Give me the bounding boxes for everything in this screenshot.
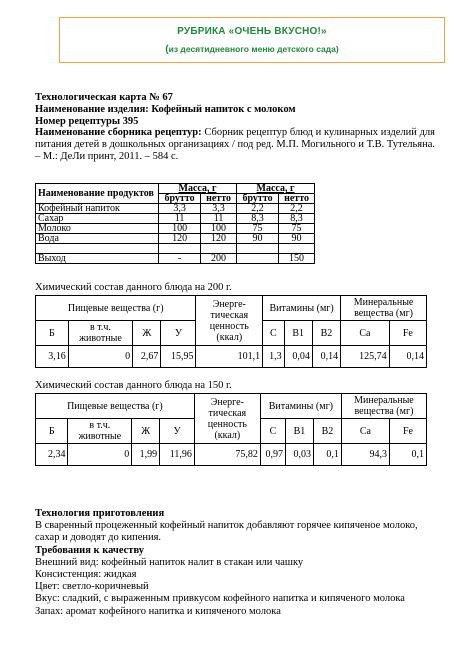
chem-150-table: Пищевые вещества (г) Энерге-тическая ценность (ккал) Витамины (мг) Минеральные вещества (мг) Б в т.ч. животные Ж У С В1 В2 Са Fe 2,34 0 1,99 11,96 75,82 0,97 0,03 0,1 94,3 0,1 xyxy=(35,393,427,466)
col-net: нетто xyxy=(279,194,315,204)
col-product-name: Наименование продуктов xyxy=(36,184,159,204)
recipe-number: Номер рецептуры 395 xyxy=(35,115,139,127)
table-row: 2,34 0 1,99 11,96 75,82 0,97 0,03 0,1 94,3 0,1 xyxy=(36,444,427,466)
chem-150-caption: Химический состав данного блюда на 150 г. xyxy=(35,380,232,391)
col-gross: брутто xyxy=(236,194,278,204)
table-row: Вода 120 120 90 90 xyxy=(36,234,315,244)
col-nutrients: Пищевые вещества (г) xyxy=(36,296,196,321)
table-row: Выход - 200 150 xyxy=(36,254,315,264)
collection-name: Наименование сборника рецептур: Сборник рецептур блюд и кулинарных изделий для питания детей в дошкольных организациях / под ред. М.П. Могильного и Т.В. Тутельяна. – М.: ДеЛи принт, 2011. – 584 с. xyxy=(35,127,435,162)
table-row: Сахар 11 11 8,3 8,3 xyxy=(36,214,315,224)
col-minerals: Минеральные вещества (мг) xyxy=(341,394,426,419)
rubric-subtitle: (из десятидневного меню детского сада) xyxy=(165,44,339,55)
table-row: Кофейный напиток 3,3 3,3 2,2 2,2 xyxy=(36,204,315,214)
col-net: нетто xyxy=(201,194,237,204)
col-gross: брутто xyxy=(159,194,201,204)
technology-text: В сваренный процеженный кофейный напиток добавляют горячее кипяченое молоко, сахар и доводят до кипения. xyxy=(35,520,418,544)
rubric-banner xyxy=(59,17,445,63)
quality-title: Требования к качеству xyxy=(35,544,145,556)
chem-200-table: Пищевые вещества (г) Энерге-тическая ценность (ккал) Витамины (мг) Минеральные вещества (мг) Б в т.ч. животные Ж У С В1 В2 Са Fe 3,16 0 2,67 15,95 101,1 1,3 0,04 0,14 125,74 0,14 xyxy=(35,295,427,368)
ingredients-table xyxy=(35,183,315,264)
technology-section xyxy=(35,508,430,618)
quality-line: Консистенция: жидкая xyxy=(35,569,137,581)
table-row xyxy=(36,244,315,254)
col-nutrients: Пищевые вещества (г) xyxy=(36,394,195,419)
col-energy: Энерге-тическая ценность (ккал) xyxy=(196,296,263,346)
recipe-header xyxy=(35,92,435,163)
col-mass-group: Масса, г xyxy=(236,184,314,194)
col-minerals: Минеральные вещества (мг) xyxy=(341,296,427,321)
col-vitamins: Витамины (мг) xyxy=(263,296,341,321)
quality-line: Вкус: сладкий, с выраженным привкусом кофейного напитка и кипяченого молока xyxy=(35,593,405,605)
col-mass-group: Масса, г xyxy=(159,184,237,194)
rubric-title: РУБРИКА «ОЧЕНЬ ВКУСНО!» xyxy=(177,26,327,37)
col-energy: Энерге-тическая ценность (ккал) xyxy=(194,394,260,444)
quality-line: Запах: аромат кофейного напитка и кипяченого молока xyxy=(35,605,281,617)
table-row: 3,16 0 2,67 15,95 101,1 1,3 0,04 0,14 125,74 0,14 xyxy=(36,346,427,368)
card-number: Технологическая карта № 67 xyxy=(35,92,173,103)
product-name: Наименование изделия: Кофейный напиток с молоком xyxy=(35,103,296,115)
chem-200-caption: Химический состав данного блюда на 200 г. xyxy=(35,282,232,293)
quality-line: Цвет: светло-коричневый xyxy=(35,581,149,593)
col-vitamins: Витамины (мг) xyxy=(260,394,341,419)
technology-title: Технология приготовления xyxy=(35,508,165,519)
quality-line: Внешний вид: кофейный напиток налит в стакан или чашку xyxy=(35,556,304,568)
table-row: Молоко 100 100 75 75 xyxy=(36,224,315,234)
